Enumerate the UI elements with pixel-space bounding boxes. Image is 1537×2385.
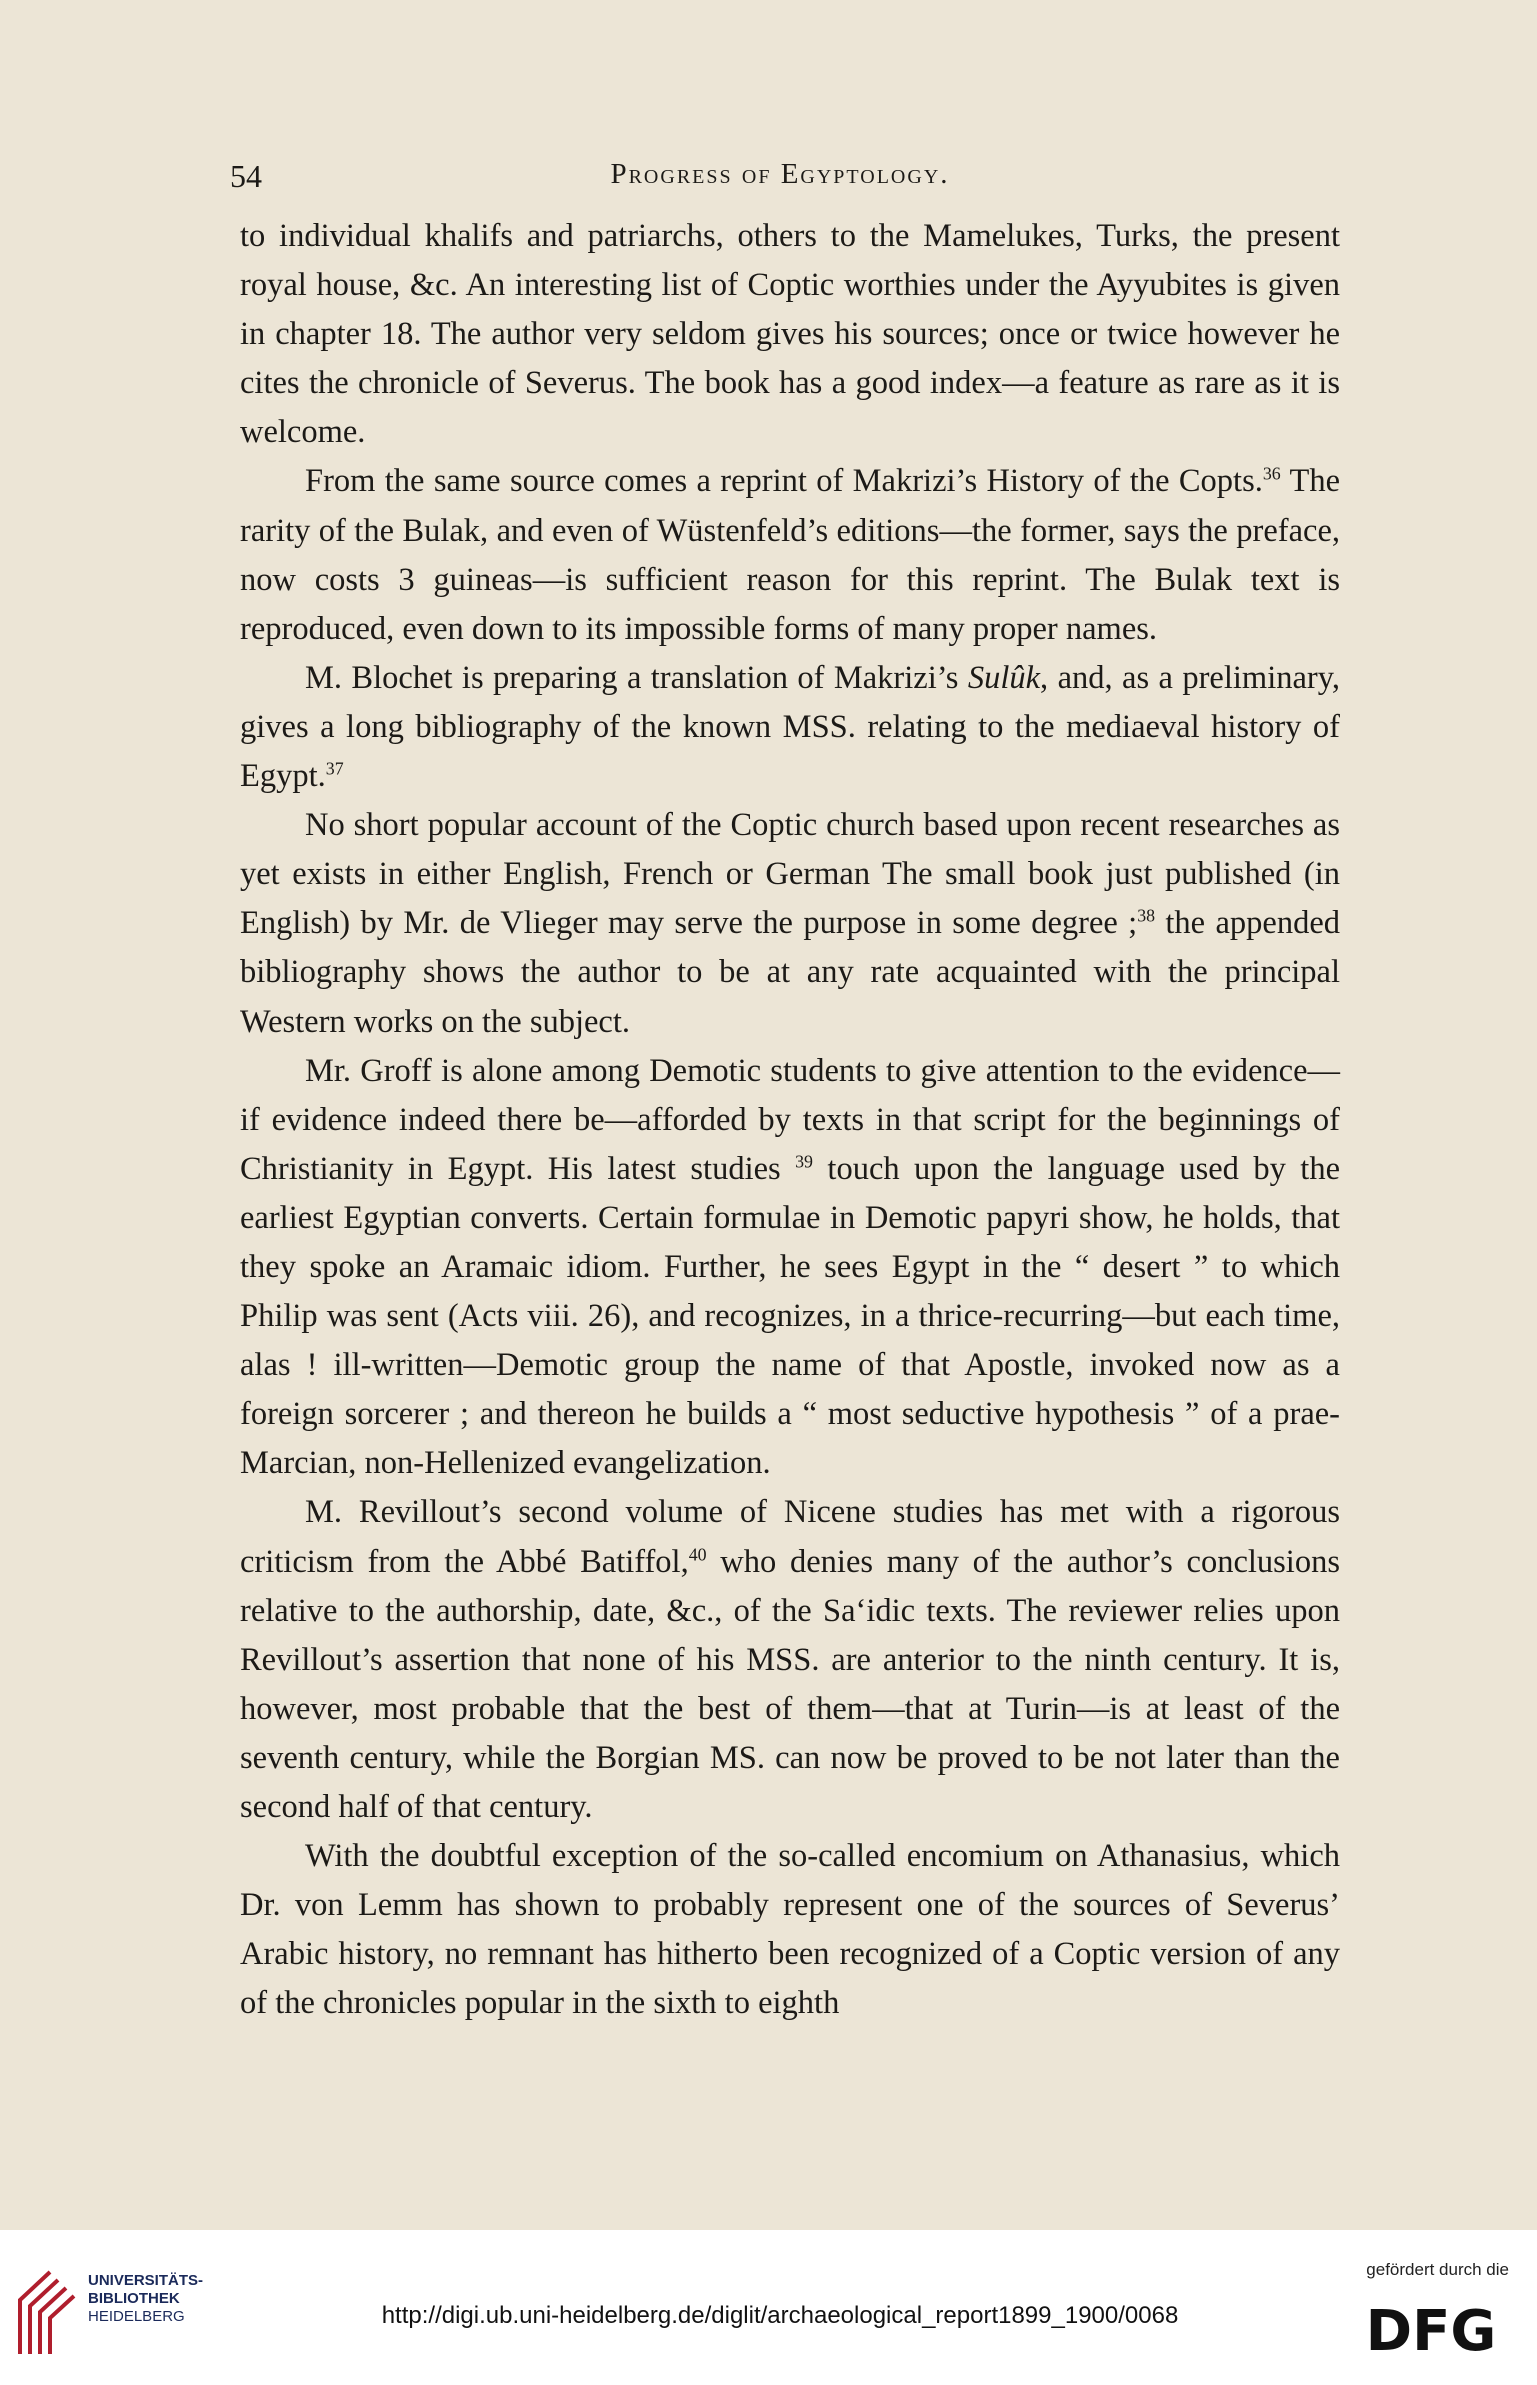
paragraph-6: M. Revillout’s second volume of Nicene studies has met with a rigorous criticism from the Abbé Batiffol,$^{40}$ who denies many of the author’s conclusions relative to the authorship, date, &c., of the Sa‘idic texts. The reviewer relies upon Revillout’s assertion that none of his MSS. are anterior to the ninth century. It is, however, most probable that the best of them—that at Turin—is at least of the seventh century, while the Borgian MS. can now be proved to be not later than the second half of that century. — [240, 1494, 1340, 1825]
footnote-ref-37: 37 — [325, 758, 344, 779]
paragraph-5: Mr. Groff is alone among Demotic students to give attention to the evidence—if evidence indeed there be—afforded by texts in that script for the beginnings of Christianity in Egypt. His latest studies $^{39}$ touch upon the language used by the earliest Egyptian converts. Certain formulae in Demotic papyri show, he holds, that they spoke an Aramaic idiom. Further, he sees Egypt in the “ desert ” to which Philip was sent (Acts viii. 26), and recognizes, in a thrice-recurring—but each time, alas ! ill-written—Demotic group the name of that Apostle, invoked now as a foreign sorcerer ; and thereon he builds a “ most seductive hypothesis ” of a prae-Marcian, non-Hellenized evangelization. — [240, 1052, 1340, 1482]
body-text — [240, 212, 1340, 2028]
ub-heidelberg-logo-icon — [16, 2266, 78, 2358]
page-number: 54 — [230, 158, 262, 194]
footnote-ref-38: 38 — [1137, 905, 1156, 926]
dfg-logo-text: DFG — [1365, 2299, 1497, 2358]
running-head: Progress of Egyptology. — [610, 158, 950, 190]
italic-title: Sulûk — [967, 659, 1041, 696]
library-name: UNIVERSITÄTS- BIBLIOTHEK HEIDELBERG — [88, 2272, 204, 2325]
footnote-ref-40: 40 — [688, 1543, 707, 1564]
paragraph-3: M. Blochet is preparing a translation of Makrizi’s Sulûk, and, as a preliminary, gives a long bibliography of the known MSS. relating to the mediaeval history of Egypt.$^{37}$ — [240, 659, 1340, 795]
paragraph-2: From the same source comes a reprint of Makrizi’s History of the Copts.$^{36}$ The rarity of the Bulak, and even of Wüstenfeld’s editions—the former, says the preface, now costs 3 guineas—is sufficient reason for this reprint. The Bulak text is reproduced, even down to its impossible forms of many proper names. — [240, 463, 1340, 647]
paragraph-7: With the doubtful exception of the so-called encomium on Athanasius, which Dr. von Lemm has shown to probably represent one of the sources of Severus’ Arabic history, no remnant has hitherto been recognized of a Coptic version of any of the chronicles popular in the sixth to eighth — [240, 1838, 1340, 2022]
footnote-ref-36: 36 — [1262, 463, 1281, 484]
funding-caption: gefördert durch die — [1366, 2260, 1509, 2279]
digitization-footer — [0, 2230, 1537, 2385]
dfg-logo-icon — [1351, 2298, 1511, 2358]
paragraph-1: to individual khalifs and patriarchs, others to the Mamelukes, Turks, the present royal house, &c. An interesting list of Coptic worthies under the Ayyubites is given in chapter 18. The author very seldom gives his sources; once or twice however he cites the chronicle of Severus. The book has a good index—a feature as rare as it is welcome. — [240, 218, 1340, 451]
paragraph-4: No short popular account of the Coptic church based upon recent researches as yet exists in either English, French or German The small book just published (in English) by Mr. de Vlieger may serve the purpose in some degree ;$^{38}$ the appended bibliography shows the author to be at any rate acquainted with the principal Western works on the subject. — [240, 807, 1340, 1040]
permalink-url[interactable]: http://digi.ub.uni-heidelberg.de/diglit/archaeological_report1899_1900/0068 — [381, 2302, 1179, 2329]
page-header — [230, 158, 1330, 198]
footnote-ref-39: 39 — [795, 1151, 813, 1172]
